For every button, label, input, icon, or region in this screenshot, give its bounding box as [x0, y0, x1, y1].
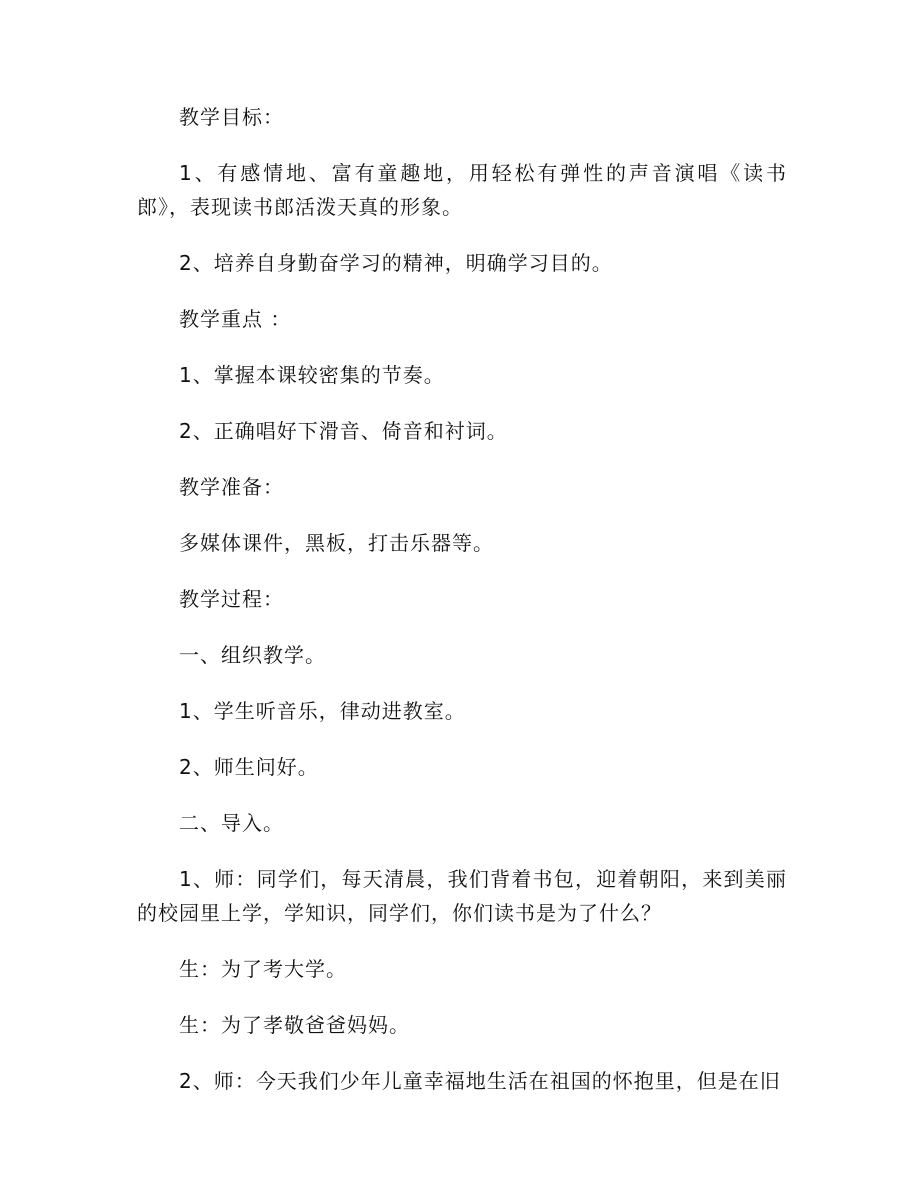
objective-item-1: 1、有感情地、富有童趣地，用轻松有弹性的声音演唱《读书郎》，表现读书郎活泼天真的形象。 [137, 161, 787, 219]
heading-teaching-objectives: 教学目标： [179, 105, 284, 129]
heading-teaching-preparation: 教学准备： [179, 475, 284, 499]
student-answer-1: 生：为了考大学。 [179, 957, 347, 981]
process-section-1: 一、组织教学。 [179, 643, 326, 667]
preparation-item: 多媒体课件，黑板，打击乐器等。 [179, 531, 494, 555]
process-step-2-1: 1、师：同学们，每天清晨，我们背着书包，迎着朝阳，来到美丽的校园里上学，学知识，同学们，你们读书是为了什么？ [137, 867, 787, 925]
focus-item-2: 2、正确唱好下滑音、倚音和衬词。 [179, 419, 508, 443]
process-step-1-1: 1、学生听音乐，律动进教室。 [179, 699, 466, 723]
process-step-2-2: 2、师：今天我们少年儿童幸福地生活在祖国的怀抱里，但是在旧 [179, 1069, 781, 1093]
process-section-2: 二、导入。 [179, 811, 284, 835]
focus-item-1: 1、掌握本课较密集的节奏。 [179, 363, 445, 387]
process-step-1-2: 2、师生问好。 [179, 755, 319, 779]
heading-teaching-process: 教学过程： [179, 587, 284, 611]
document-body [137, 100, 787, 1098]
objective-item-2: 2、培养自身勤奋学习的精神，明确学习目的。 [179, 251, 613, 275]
heading-teaching-focus: 教学重点 ： [179, 307, 292, 331]
student-answer-2: 生：为了孝敬爸爸妈妈。 [179, 1013, 410, 1037]
